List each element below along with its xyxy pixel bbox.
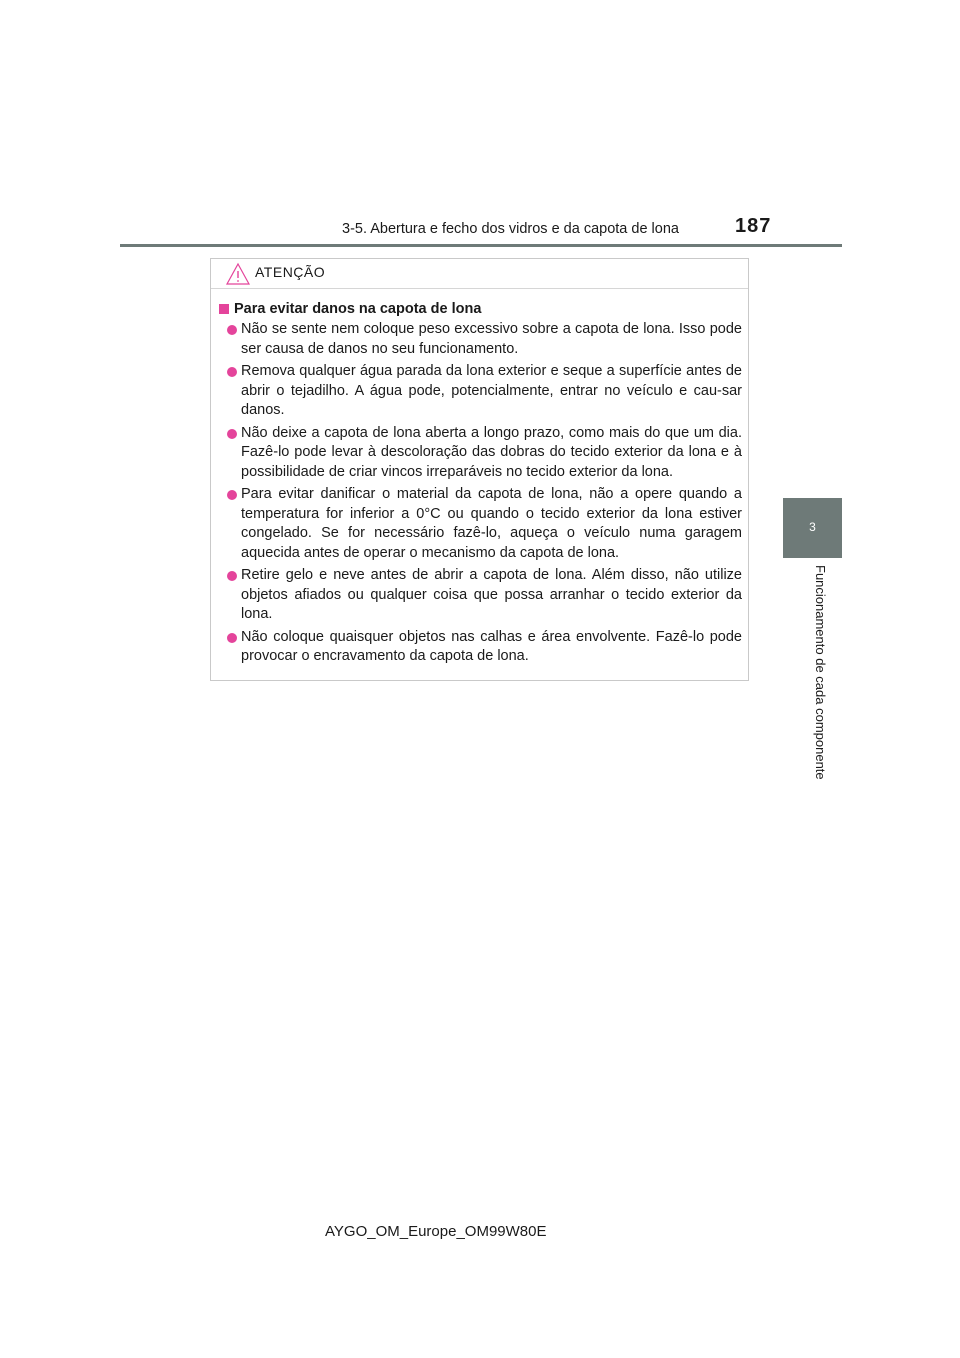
bullet-dot-icon: [227, 367, 237, 377]
header-rule: [120, 244, 842, 247]
warning-section-heading: [219, 301, 742, 317]
section-heading-text: Para evitar danos na capota de lona: [234, 301, 482, 317]
bullet-text: Não se sente nem coloque peso excessivo sobre a capota de lona. Isso pode ser causa de danos no seu funcionamento.: [241, 321, 742, 357]
bullet-item: [219, 362, 742, 421]
chapter-title-vertical: Funcionamento de cada componente: [813, 565, 828, 780]
warning-body: [211, 289, 748, 667]
bullet-dot-icon: [227, 325, 237, 335]
bullet-dot-icon: [227, 571, 237, 581]
bullet-dot-icon: [227, 633, 237, 643]
bullet-text: Não coloque quaisquer objetos nas calhas e área envolvente. Fazê-lo pode provocar o encravamento da capota de lona.: [241, 628, 742, 664]
warning-triangle-icon: [225, 262, 251, 291]
bullet-dot-icon: [227, 429, 237, 439]
warning-header: [211, 259, 748, 289]
page-header-title: 3-5. Abertura e fecho dos vidros e da capota de lona: [342, 221, 679, 237]
footer-doc-code: AYGO_OM_Europe_OM99W80E: [325, 1223, 547, 1240]
warning-box: [210, 258, 749, 681]
bullet-item: [219, 566, 742, 625]
bullet-item: [219, 424, 742, 483]
bullet-text: Retire gelo e neve antes de abrir a capota de lona. Além disso, não utilize objetos afiados ou qualquer coisa que possa arranhar o tecido exterior da lona.: [241, 567, 742, 622]
bullet-item: [219, 628, 742, 667]
bullet-text: Não deixe a capota de lona aberta a longo prazo, como mais do que um dia. Fazê-lo pode levar à descoloração das dobras do tecido exterior da lona e à possibilidade de criar vincos irreparáveis no tecido exterior da lona.: [241, 424, 742, 480]
chapter-number: 3: [809, 520, 816, 534]
bullet-text: Remova qualquer água parada da lona exterior e seque a superfície antes de abrir o tejadilho. A água pode, potencialmente, entrar no veículo e cau-sar danos.: [241, 363, 742, 418]
warning-label: ATENÇÃO: [255, 264, 326, 280]
bullet-dot-icon: [227, 490, 237, 500]
bullet-item: [219, 485, 742, 563]
bullet-item: [219, 320, 742, 359]
bullet-text: Para evitar danificar o material da capota de lona, não a opere quando a temperatura for inferior a 0°C ou quando o tecido exterior da lona estiver congelado. Se for necessário fazê-lo, aqueça o veículo numa garagem aquecida antes de operar o mecanismo da capota de lona.: [241, 486, 742, 561]
chapter-tab: [783, 498, 842, 558]
section-square-icon: [219, 304, 229, 314]
page-number: 187: [735, 215, 772, 237]
